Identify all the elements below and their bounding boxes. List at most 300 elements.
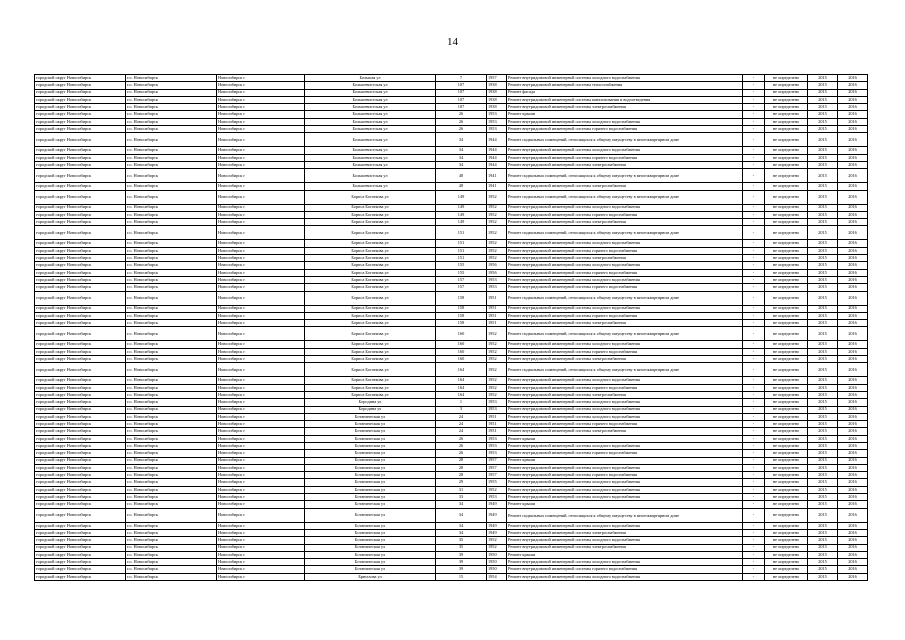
year-end-cell: 2016 (838, 104, 868, 111)
municipality-cell: городской округ Новосибирск (35, 391, 126, 398)
street-cell: Большевистская ул (305, 111, 436, 118)
district-cell: г.о. Новосибирск (126, 255, 217, 262)
street-cell: Ботаническая ул (305, 472, 436, 479)
house-number-cell: 35 (436, 544, 487, 551)
table-row (35, 341, 868, 348)
street-cell: Большевистская ул (305, 147, 436, 154)
house-number-cell: 155 (436, 269, 487, 276)
year-end-cell: 2016 (838, 204, 868, 211)
year-built-cell: 1952 (487, 190, 507, 204)
table-body (35, 75, 868, 581)
cost-cell: - (743, 428, 765, 435)
status-cell: не определено (765, 450, 808, 457)
year-built-cell: 1949 (487, 501, 507, 508)
year-end-cell: 2016 (838, 82, 868, 89)
table-row (35, 377, 868, 384)
work-type-cell: Ремонт внутридомовой инженерной системы теплоснабжения (507, 82, 743, 89)
district-cell: г.о. Новосибирск (126, 219, 217, 226)
house-number-cell: 151 (436, 226, 487, 240)
year-start-cell: 2015 (808, 486, 838, 493)
year-end-cell: 2016 (838, 421, 868, 428)
table-row (35, 537, 868, 544)
year-built-cell: 1952 (487, 255, 507, 262)
status-cell: не определено (765, 226, 808, 240)
year-start-cell: 2015 (808, 169, 838, 183)
locality-cell: Новосибирск г (217, 190, 305, 204)
street-cell: Бориса Богаткова ул (305, 276, 436, 283)
cost-cell: - (743, 486, 765, 493)
municipality-cell: городской округ Новосибирск (35, 435, 126, 442)
year-built-cell: 1952 (487, 240, 507, 247)
municipality-cell: городской округ Новосибирск (35, 573, 126, 580)
table-row (35, 284, 868, 291)
house-number-cell: 107 (436, 96, 487, 103)
house-number-cell: 158 (436, 320, 487, 327)
table-row (35, 226, 868, 240)
house-number-cell: 31 (436, 486, 487, 493)
work-type-cell: Ремонт внутридомовой инженерной системы электроснабжения (507, 255, 743, 262)
year-built-cell: 1957 (487, 457, 507, 464)
municipality-cell: городской округ Новосибирск (35, 537, 126, 544)
locality-cell: Новосибирск г (217, 442, 305, 449)
year-end-cell: 2016 (838, 529, 868, 536)
locality-cell: Новосибирск г (217, 96, 305, 103)
house-number-cell: 157 (436, 276, 487, 283)
house-number-cell: 26 (436, 450, 487, 457)
table-row (35, 501, 868, 508)
district-cell: г.о. Новосибирск (126, 147, 217, 154)
district-cell: г.о. Новосибирск (126, 341, 217, 348)
work-type-cell: Ремонт внутридомовой инженерной системы холодного водоснабжения (507, 341, 743, 348)
cost-cell: - (743, 377, 765, 384)
house-number-cell: 34 (436, 133, 487, 147)
district-cell: г.о. Новосибирск (126, 501, 217, 508)
status-cell: не определено (765, 479, 808, 486)
cost-cell: - (743, 356, 765, 363)
district-cell: г.о. Новосибирск (126, 399, 217, 406)
year-end-cell: 2016 (838, 428, 868, 435)
year-built-cell: 1941 (487, 169, 507, 183)
locality-cell: Новосибирск г (217, 428, 305, 435)
work-type-cell: Ремонт внутридомовой инженерной системы горячего водоснабжения (507, 284, 743, 291)
street-cell: Большая ул (305, 75, 436, 82)
locality-cell: Новосибирск г (217, 413, 305, 420)
table-row (35, 406, 868, 413)
municipality-cell: городской округ Новосибирск (35, 413, 126, 420)
table-row (35, 204, 868, 211)
year-built-cell: 1952 (487, 327, 507, 341)
year-end-cell: 2016 (838, 240, 868, 247)
street-cell: Бориса Богаткова ул (305, 377, 436, 384)
district-cell: г.о. Новосибирск (126, 190, 217, 204)
year-end-cell: 2016 (838, 341, 868, 348)
table-row (35, 82, 868, 89)
house-number-cell: 48 (436, 183, 487, 190)
municipality-cell: городской округ Новосибирск (35, 118, 126, 125)
district-cell: г.о. Новосибирск (126, 428, 217, 435)
year-end-cell: 2016 (838, 75, 868, 82)
municipality-cell: городской округ Новосибирск (35, 89, 126, 96)
year-end-cell: 2016 (838, 384, 868, 391)
street-cell: Большевистская ул (305, 154, 436, 161)
district-cell: г.о. Новосибирск (126, 247, 217, 254)
street-cell: Бориса Богаткова ул (305, 312, 436, 319)
street-cell: Большевистская ул (305, 118, 436, 125)
locality-cell: Новосибирск г (217, 284, 305, 291)
year-start-cell: 2015 (808, 384, 838, 391)
locality-cell: Новосибирск г (217, 573, 305, 580)
locality-cell: Новосибирск г (217, 348, 305, 355)
municipality-cell: городской округ Новосибирск (35, 183, 126, 190)
cost-cell: - (743, 421, 765, 428)
year-built-cell: 1953 (487, 126, 507, 133)
street-cell: Ботаническая ул (305, 508, 436, 522)
municipality-cell: городской округ Новосибирск (35, 566, 126, 573)
cost-cell: - (743, 104, 765, 111)
locality-cell: Новосибирск г (217, 126, 305, 133)
street-cell: Бородина ул (305, 399, 436, 406)
cost-cell: - (743, 276, 765, 283)
work-type-cell: Ремонт крыши (507, 551, 743, 558)
cost-cell: - (743, 341, 765, 348)
year-start-cell: 2015 (808, 147, 838, 154)
status-cell: не определено (765, 464, 808, 471)
district-cell: г.о. Новосибирск (126, 262, 217, 269)
cost-cell: - (743, 384, 765, 391)
municipality-cell: городской округ Новосибирск (35, 226, 126, 240)
cost-cell: - (743, 305, 765, 312)
status-cell: не определено (765, 320, 808, 327)
cost-cell: - (743, 183, 765, 190)
year-end-cell: 2016 (838, 118, 868, 125)
cost-cell: - (743, 529, 765, 536)
house-number-cell: 160 (436, 341, 487, 348)
district-cell: г.о. Новосибирск (126, 486, 217, 493)
district-cell: г.о. Новосибирск (126, 183, 217, 190)
year-end-cell: 2016 (838, 154, 868, 161)
status-cell: не определено (765, 147, 808, 154)
municipality-cell: городской округ Новосибирск (35, 154, 126, 161)
table-row (35, 544, 868, 551)
municipality-cell: городской округ Новосибирск (35, 161, 126, 168)
house-number-cell: 160 (436, 327, 487, 341)
year-built-cell: 1955 (487, 479, 507, 486)
cost-cell: - (743, 348, 765, 355)
year-start-cell: 2015 (808, 559, 838, 566)
district-cell: г.о. Новосибирск (126, 566, 217, 573)
year-start-cell: 2015 (808, 312, 838, 319)
house-number-cell: 160 (436, 348, 487, 355)
year-start-cell: 2015 (808, 573, 838, 580)
municipality-cell: городской округ Новосибирск (35, 494, 126, 501)
year-start-cell: 2015 (808, 320, 838, 327)
district-cell: г.о. Новосибирск (126, 384, 217, 391)
year-built-cell: 1953 (487, 406, 507, 413)
table-row (35, 566, 868, 573)
district-cell: г.о. Новосибирск (126, 522, 217, 529)
year-end-cell: 2016 (838, 566, 868, 573)
table-row (35, 428, 868, 435)
year-built-cell: 1956 (487, 269, 507, 276)
municipality-cell: городской округ Новосибирск (35, 479, 126, 486)
house-number-cell: 39 (436, 551, 487, 558)
district-cell: г.о. Новосибирск (126, 479, 217, 486)
year-end-cell: 2016 (838, 464, 868, 471)
work-type-cell: Ремонт внутридомовой инженерной системы холодного водоснабжения (507, 559, 743, 566)
cost-cell: - (743, 312, 765, 319)
year-end-cell: 2016 (838, 284, 868, 291)
year-end-cell: 2016 (838, 111, 868, 118)
year-built-cell: 1938 (487, 96, 507, 103)
work-type-cell: Ремонт фасада (507, 89, 743, 96)
year-start-cell: 2015 (808, 421, 838, 428)
cost-cell: - (743, 219, 765, 226)
year-built-cell: 1953 (487, 494, 507, 501)
page-number: 14 (447, 36, 458, 48)
year-start-cell: 2015 (808, 391, 838, 398)
year-end-cell: 2016 (838, 406, 868, 413)
year-end-cell: 2016 (838, 559, 868, 566)
year-end-cell: 2016 (838, 89, 868, 96)
year-end-cell: 2016 (838, 472, 868, 479)
locality-cell: Новосибирск г (217, 204, 305, 211)
year-end-cell: 2016 (838, 226, 868, 240)
year-start-cell: 2015 (808, 204, 838, 211)
year-end-cell: 2016 (838, 312, 868, 319)
status-cell: не определено (765, 399, 808, 406)
street-cell: Ботаническая ул (305, 486, 436, 493)
district-cell: г.о. Новосибирск (126, 211, 217, 218)
status-cell: не определено (765, 75, 808, 82)
municipality-cell: городской округ Новосибирск (35, 204, 126, 211)
year-built-cell: 1952 (487, 544, 507, 551)
repair-schedule-table (34, 74, 868, 581)
district-cell: г.о. Новосибирск (126, 464, 217, 471)
municipality-cell: городской округ Новосибирск (35, 240, 126, 247)
year-built-cell: 1950 (487, 559, 507, 566)
cost-cell: - (743, 435, 765, 442)
cost-cell: - (743, 96, 765, 103)
cost-cell: - (743, 133, 765, 147)
table-row (35, 399, 868, 406)
house-number-cell: 158 (436, 291, 487, 305)
year-built-cell: 1953 (487, 284, 507, 291)
work-type-cell: Ремонт внутридомовой инженерной системы канализования и водоотведения (507, 96, 743, 103)
year-end-cell: 2016 (838, 494, 868, 501)
year-built-cell: 1953 (487, 276, 507, 283)
work-type-cell: Ремонт внутридомовой инженерной системы электроснабжения (507, 219, 743, 226)
year-end-cell: 2016 (838, 169, 868, 183)
work-type-cell: Ремонт подвальных помещений, относящихся к общему имуществу в многоквартирном доме (507, 133, 743, 147)
year-start-cell: 2015 (808, 428, 838, 435)
year-end-cell: 2016 (838, 269, 868, 276)
table-row (35, 421, 868, 428)
street-cell: Ботаническая ул (305, 479, 436, 486)
work-type-cell: Ремонт внутридомовой инженерной системы холодного водоснабжения (507, 118, 743, 125)
year-built-cell: 1952 (487, 348, 507, 355)
year-start-cell: 2015 (808, 377, 838, 384)
table-row (35, 147, 868, 154)
district-cell: г.о. Новосибирск (126, 104, 217, 111)
district-cell: г.о. Новосибирск (126, 435, 217, 442)
locality-cell: Новосибирск г (217, 305, 305, 312)
work-type-cell: Ремонт внутридомовой инженерной системы горячего водоснабжения (507, 348, 743, 355)
table-row (35, 457, 868, 464)
year-start-cell: 2015 (808, 219, 838, 226)
cost-cell: - (743, 442, 765, 449)
table-row (35, 269, 868, 276)
table-row (35, 169, 868, 183)
street-cell: Ботаническая ул (305, 464, 436, 471)
municipality-cell: городской округ Новосибирск (35, 486, 126, 493)
year-built-cell: 1952 (487, 226, 507, 240)
cost-cell: - (743, 537, 765, 544)
table-row (35, 327, 868, 341)
street-cell: Бориса Богаткова ул (305, 247, 436, 254)
status-cell: не определено (765, 126, 808, 133)
street-cell: Ботаническая ул (305, 501, 436, 508)
status-cell: не определено (765, 384, 808, 391)
cost-cell: - (743, 472, 765, 479)
cost-cell: - (743, 89, 765, 96)
year-start-cell: 2015 (808, 435, 838, 442)
year-built-cell: 1953 (487, 450, 507, 457)
street-cell: Большевистская ул (305, 161, 436, 168)
year-end-cell: 2016 (838, 435, 868, 442)
status-cell: не определено (765, 96, 808, 103)
municipality-cell: городской округ Новосибирск (35, 247, 126, 254)
district-cell: г.о. Новосибирск (126, 406, 217, 413)
cost-cell: - (743, 204, 765, 211)
street-cell: Бориса Богаткова ул (305, 384, 436, 391)
street-cell: Ботаническая ул (305, 457, 436, 464)
table-row (35, 320, 868, 327)
street-cell: Бориса Богаткова ул (305, 348, 436, 355)
status-cell: не определено (765, 104, 808, 111)
house-number-cell: 149 (436, 211, 487, 218)
table-row (35, 262, 868, 269)
year-start-cell: 2015 (808, 111, 838, 118)
house-number-cell: 35 (436, 537, 487, 544)
year-built-cell: 1938 (487, 82, 507, 89)
cost-cell: - (743, 494, 765, 501)
status-cell: не определено (765, 472, 808, 479)
cost-cell: - (743, 75, 765, 82)
street-cell: Ботаническая ул (305, 494, 436, 501)
cost-cell: - (743, 501, 765, 508)
year-start-cell: 2015 (808, 247, 838, 254)
year-end-cell: 2016 (838, 305, 868, 312)
work-type-cell: Ремонт подвальных помещений, относящихся к общему имуществу в многоквартирном доме (507, 190, 743, 204)
cost-cell: - (743, 161, 765, 168)
table-row (35, 96, 868, 103)
year-start-cell: 2015 (808, 104, 838, 111)
status-cell: не определено (765, 276, 808, 283)
municipality-cell: городской округ Новосибирск (35, 472, 126, 479)
locality-cell: Новосибирск г (217, 133, 305, 147)
year-built-cell: 1951 (487, 428, 507, 435)
year-start-cell: 2015 (808, 305, 838, 312)
locality-cell: Новосибирск г (217, 161, 305, 168)
municipality-cell: городской округ Новосибирск (35, 111, 126, 118)
status-cell: не определено (765, 118, 808, 125)
municipality-cell: городской округ Новосибирск (35, 255, 126, 262)
year-end-cell: 2016 (838, 522, 868, 529)
status-cell: не определено (765, 537, 808, 544)
year-built-cell: 1944 (487, 161, 507, 168)
year-start-cell: 2015 (808, 551, 838, 558)
street-cell: Большевистская ул (305, 169, 436, 183)
municipality-cell: городской округ Новосибирск (35, 406, 126, 413)
year-start-cell: 2015 (808, 501, 838, 508)
year-end-cell: 2016 (838, 247, 868, 254)
work-type-cell: Ремонт внутридомовой инженерной системы горячего водоснабжения (507, 126, 743, 133)
district-cell: г.о. Новосибирск (126, 284, 217, 291)
year-built-cell: 1941 (487, 183, 507, 190)
locality-cell: Новосибирск г (217, 226, 305, 240)
district-cell: г.о. Новосибирск (126, 226, 217, 240)
status-cell: не определено (765, 522, 808, 529)
locality-cell: Новосибирск г (217, 262, 305, 269)
year-start-cell: 2015 (808, 82, 838, 89)
year-start-cell: 2015 (808, 341, 838, 348)
cost-cell: - (743, 226, 765, 240)
locality-cell: Новосибирск г (217, 240, 305, 247)
table-row (35, 111, 868, 118)
table-row (35, 479, 868, 486)
locality-cell: Новосибирск г (217, 363, 305, 377)
year-end-cell: 2016 (838, 96, 868, 103)
locality-cell: Новосибирск г (217, 421, 305, 428)
work-type-cell: Ремонт внутридомовой инженерной системы горячего водоснабжения (507, 211, 743, 218)
status-cell: не определено (765, 421, 808, 428)
year-built-cell: 1950 (487, 551, 507, 558)
house-number-cell: 164 (436, 391, 487, 398)
status-cell: не определено (765, 435, 808, 442)
municipality-cell: городской округ Новосибирск (35, 104, 126, 111)
house-number-cell: 158 (436, 312, 487, 319)
work-type-cell: Ремонт внутридомовой инженерной системы холодного водоснабжения (507, 406, 743, 413)
table-row (35, 312, 868, 319)
year-built-cell: 1951 (487, 291, 507, 305)
municipality-cell: городской округ Новосибирск (35, 327, 126, 341)
street-cell: Бориса Богаткова ул (305, 363, 436, 377)
year-end-cell: 2016 (838, 573, 868, 580)
year-end-cell: 2016 (838, 551, 868, 558)
locality-cell: Новосибирск г (217, 312, 305, 319)
district-cell: г.о. Новосибирск (126, 320, 217, 327)
house-number-cell: 107 (436, 89, 487, 96)
municipality-cell: городской округ Новосибирск (35, 421, 126, 428)
district-cell: г.о. Новосибирск (126, 472, 217, 479)
locality-cell: Новосибирск г (217, 384, 305, 391)
house-number-cell: 155 (436, 262, 487, 269)
status-cell: не определено (765, 312, 808, 319)
table-row (35, 486, 868, 493)
street-cell: Большевистская ул (305, 104, 436, 111)
locality-cell: Новосибирск г (217, 320, 305, 327)
locality-cell: Новосибирск г (217, 269, 305, 276)
work-type-cell: Ремонт внутридомовой инженерной системы холодного водоснабжения (507, 494, 743, 501)
locality-cell: Новосибирск г (217, 82, 305, 89)
work-type-cell: Ремонт подвальных помещений, относящихся к общему имуществу в многоквартирном доме (507, 291, 743, 305)
municipality-cell: городской округ Новосибирск (35, 348, 126, 355)
work-type-cell: Ремонт внутридомовой инженерной системы холодного водоснабжения (507, 147, 743, 154)
street-cell: Бориса Богаткова ул (305, 391, 436, 398)
status-cell: не определено (765, 428, 808, 435)
cost-cell: - (743, 391, 765, 398)
status-cell: не определено (765, 494, 808, 501)
